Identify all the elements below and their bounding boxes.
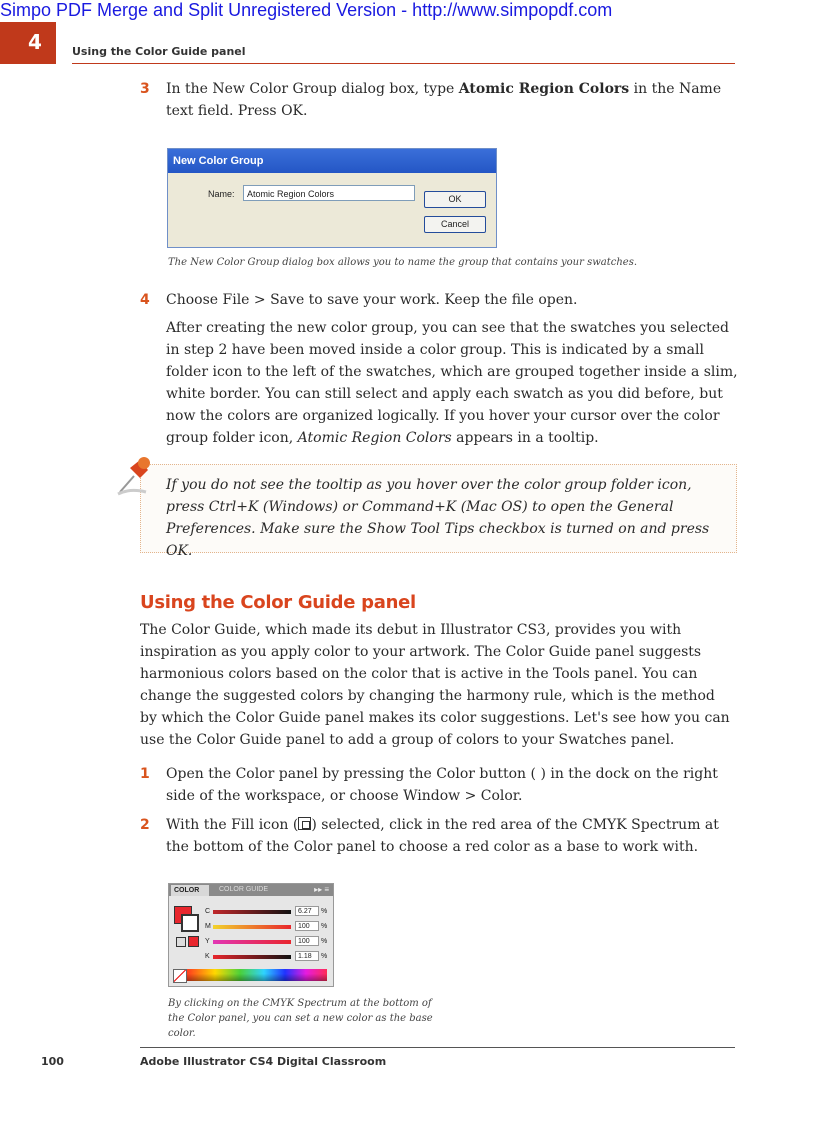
tip-text: If you do not see the tooltip as you hover over the color group folder icon, press Ctrl+K (Windows) or Command+K (Mac OS) to open the General Preferences. Make sure the Show Tool Tips checkbox is turned on and press OK. xyxy=(166,477,710,559)
cancel-button[interactable]: Cancel xyxy=(424,216,486,233)
channel-label: K xyxy=(205,953,210,960)
dialog-title: New Color Group xyxy=(168,149,496,173)
yellow-slider[interactable] xyxy=(213,940,291,944)
step-text: Open the Color panel by pressing the Color button ( ) in the dock on the right side of the workspace, or choose Window > Color. xyxy=(166,766,718,804)
watermark-banner: Simpo PDF Merge and Split Unregistered Version - http://www.simpopdf.com xyxy=(0,0,613,20)
magenta-value[interactable]: 100 xyxy=(295,921,319,931)
none-swatch[interactable] xyxy=(173,969,187,983)
spectrum-shade xyxy=(187,969,327,981)
yellow-value[interactable]: 100 xyxy=(295,936,319,946)
footer-rule xyxy=(140,1047,735,1048)
panel-menu-icon[interactable]: ▸▸ ≡ xyxy=(314,885,329,894)
book-title: Adobe Illustrator CS4 Digital Classroom xyxy=(140,1055,387,1068)
black-slider[interactable] xyxy=(213,955,291,959)
step-number: 1 xyxy=(140,766,150,782)
channel-label: C xyxy=(205,908,211,915)
step-number: 2 xyxy=(140,817,150,833)
name-label: Name: xyxy=(208,189,235,199)
tab-color[interactable]: COLOR xyxy=(171,885,209,896)
stroke-swatch[interactable] xyxy=(181,914,199,932)
cyan-value[interactable]: 6.27 xyxy=(295,906,319,916)
black-value[interactable]: 1.18 xyxy=(295,951,319,961)
color-panel xyxy=(168,883,334,987)
percent-label: % xyxy=(321,908,328,915)
new-color-group-dialog xyxy=(167,148,497,248)
channel-label: Y xyxy=(205,938,210,945)
ok-button[interactable]: OK xyxy=(424,191,486,208)
figure-caption: By clicking on the CMYK Spectrum at the bottom of the Color panel, you can set a new color as the base color. xyxy=(168,998,433,1039)
tip-box xyxy=(140,464,737,559)
step-text: In the New Color Group dialog box, type Atomic Region Colors in the Name text field. Press OK. xyxy=(166,81,722,119)
name-field[interactable]: Atomic Region Colors xyxy=(243,185,415,201)
percent-label: % xyxy=(321,953,328,960)
header-rule xyxy=(72,63,735,64)
pushpin-icon xyxy=(116,452,158,496)
cyan-slider[interactable] xyxy=(213,910,291,914)
step-text: Choose File > Save to save your work. Keep the file open. xyxy=(166,292,578,308)
magenta-slider[interactable] xyxy=(213,925,291,929)
percent-label: % xyxy=(321,923,328,930)
section-heading: Using the Color Guide panel xyxy=(140,592,416,613)
step-number: 3 xyxy=(140,81,150,97)
chapter-number: 4 xyxy=(28,30,42,54)
tab-color-guide[interactable]: COLOR GUIDE xyxy=(219,886,269,893)
running-header: Using the Color Guide panel xyxy=(72,45,246,58)
section-intro: The Color Guide, which made its debut in Illustrator CS3, provides you with inspiration as you apply color to your artwork. The Color Guide panel suggests harmonious colors based on the color that is active in the Tools panel. You can change the suggested colors by changing the harmony rule, which is the method by which the Color Guide panel makes its color suggestions. Let's see how you can use the Color Guide panel to add a group of colors to your Swatches panel. xyxy=(140,622,730,748)
page-number: 100 xyxy=(41,1055,64,1068)
body-paragraph: After creating the new color group, you can see that the swatches you selected in step 2 have been moved inside a color group. This is indicated by a small folder icon to the left of the swatches, which are grouped together inside a slim, white border. You can still select and apply each swatch as you did before, but now the colors are organized logically. If you hover your cursor over the color group folder icon, Atomic Region Colors appears in a tooltip. xyxy=(166,320,738,446)
percent-label: % xyxy=(321,938,328,945)
channel-label: M xyxy=(205,923,211,930)
web-color-swatch[interactable] xyxy=(188,936,199,947)
fill-icon xyxy=(298,817,311,830)
step-text: With the Fill icon ( ) selected, click in the red area of the CMYK Spectrum at the bottom of the Color panel to choose a red color as a base to work with. xyxy=(166,817,719,855)
out-of-gamut-icon[interactable] xyxy=(176,937,186,947)
figure-caption: The New Color Group dialog box allows you to name the group that contains your swatches. xyxy=(168,257,638,268)
step-number: 4 xyxy=(140,292,150,308)
